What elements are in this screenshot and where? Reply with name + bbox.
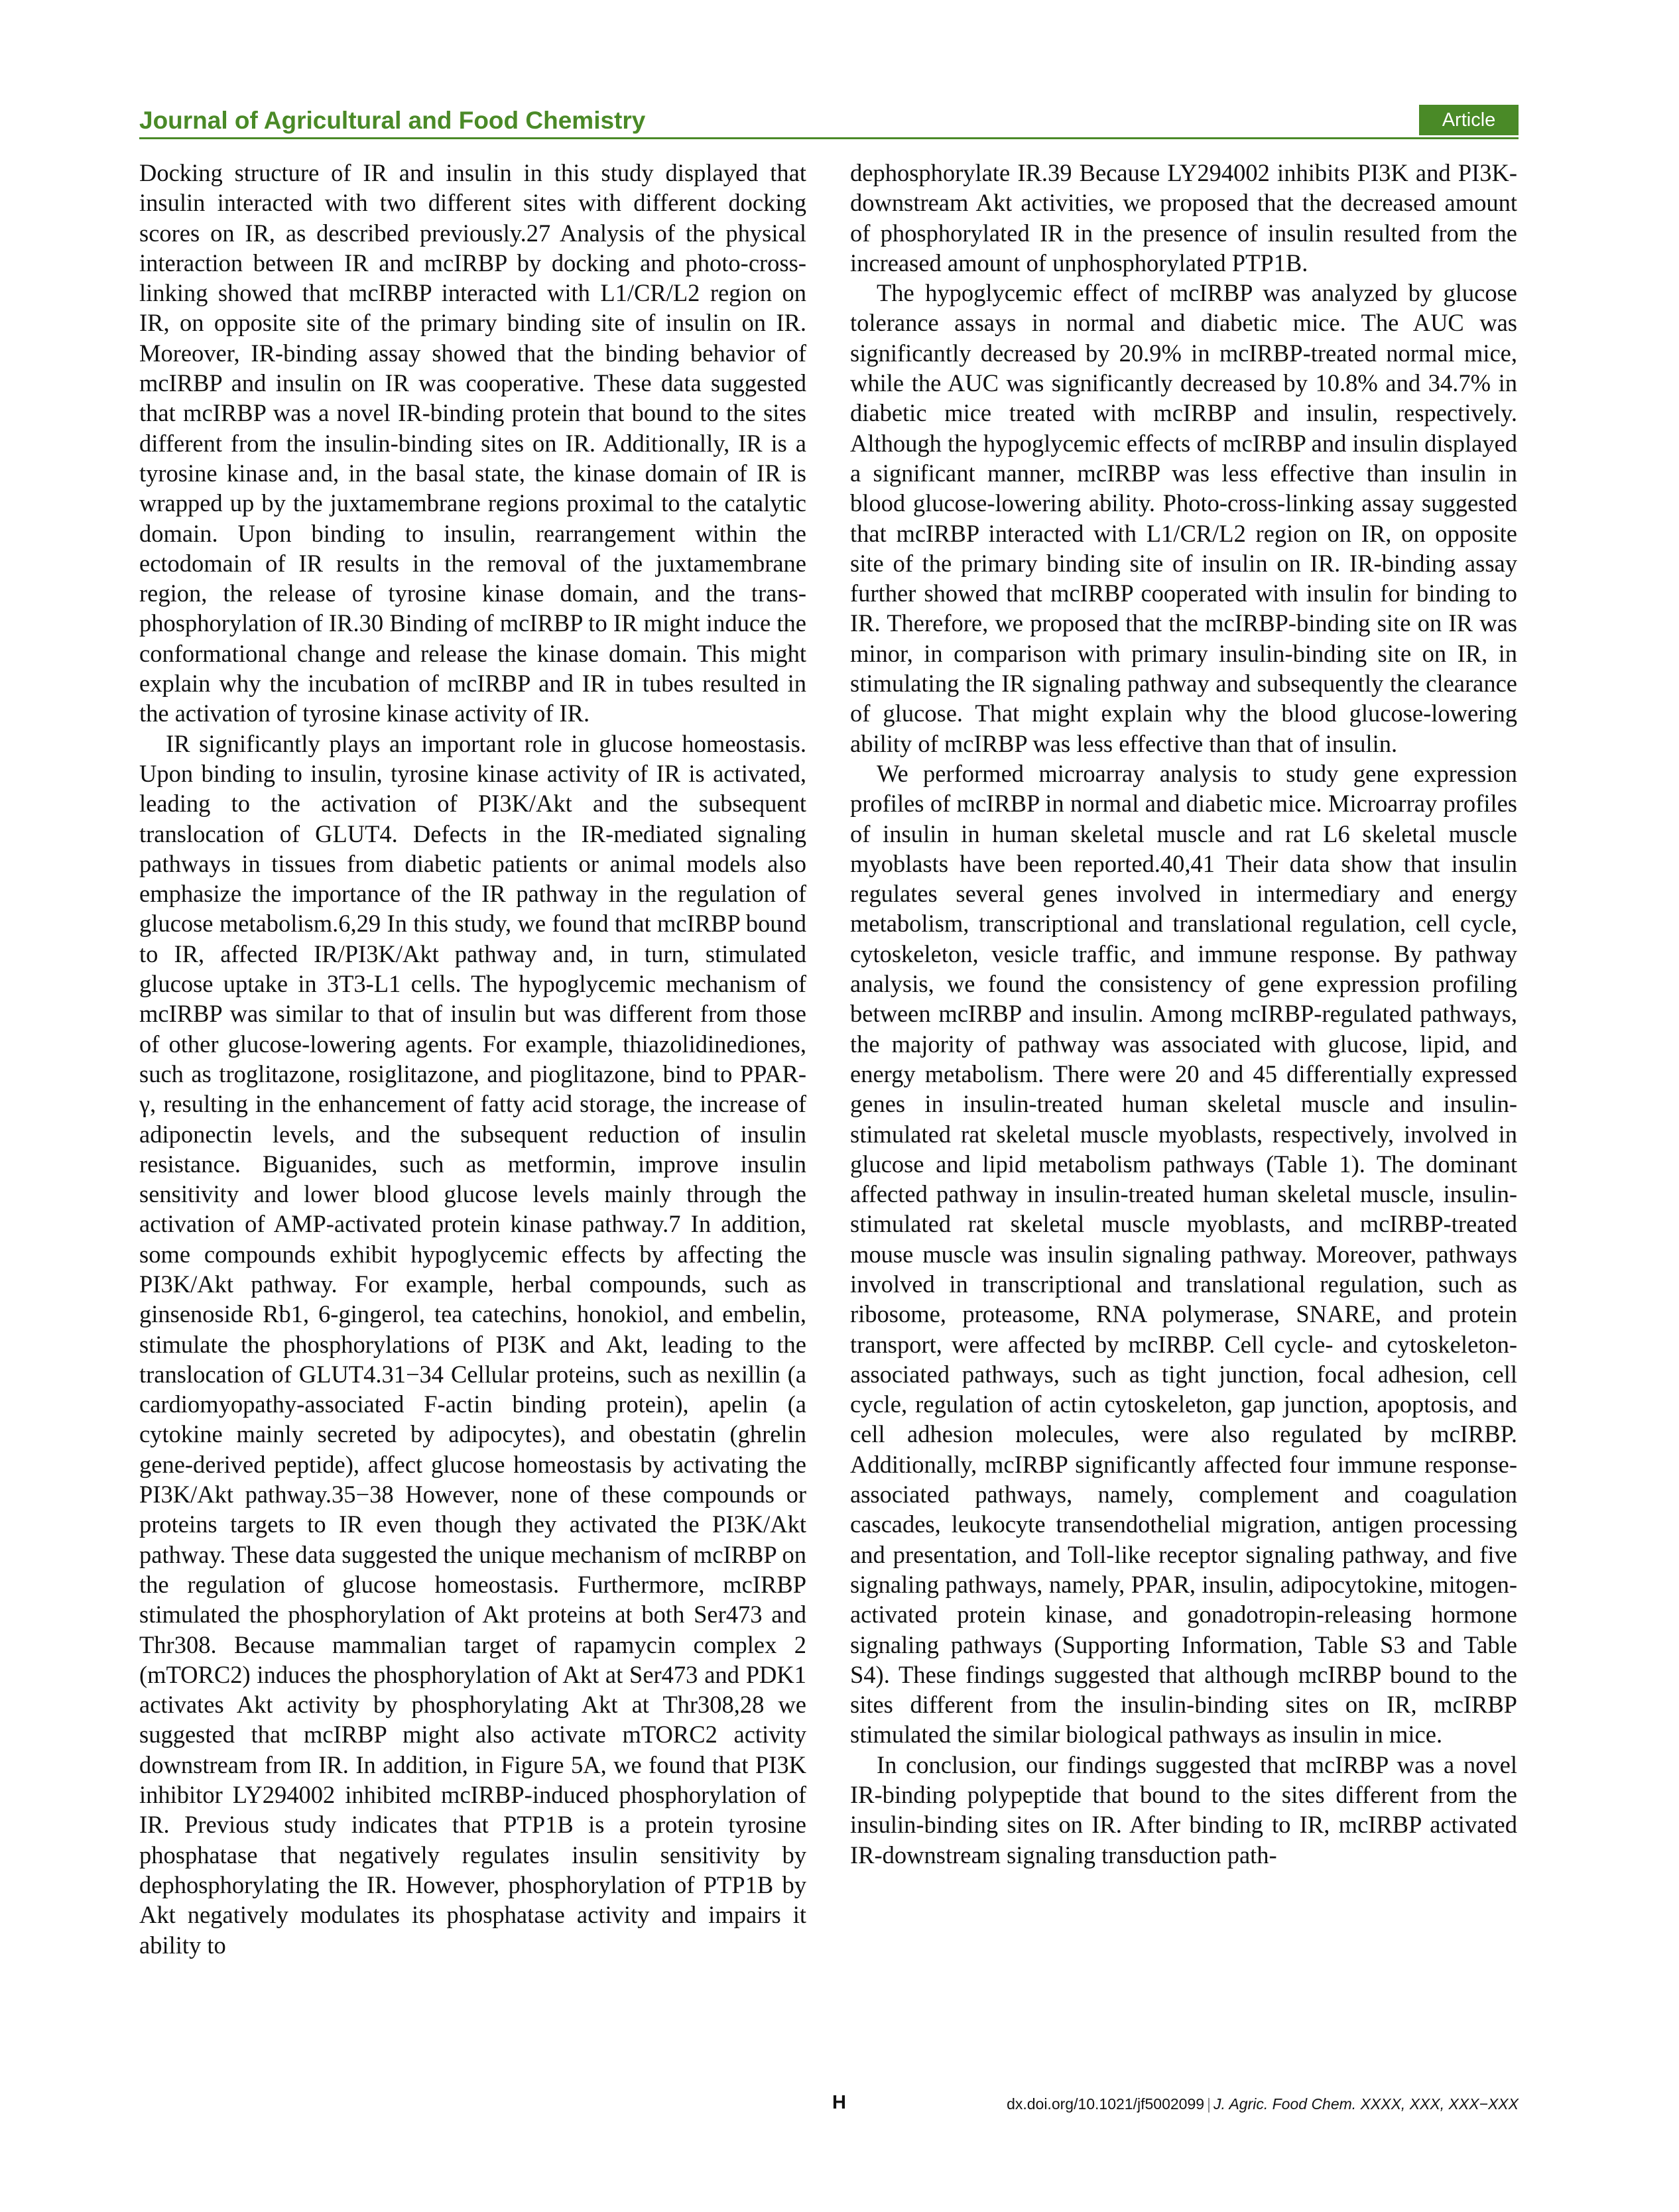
doi-link[interactable]: dx.doi.org/10.1021/jf5002099 bbox=[1007, 2095, 1205, 2113]
journal-title: Journal of Agricultural and Food Chemistry bbox=[139, 107, 646, 134]
body-paragraph: Docking structure of IR and insulin in this study displayed that insulin interacted with two different sites with different docking scores on IR, as described previously.27 Analysis of the physical interaction between IR and mcIRBP by docking and photo-cross-linking showed that mcIRBP interacted with L1/CR/L2 region on IR, on opposite site of the primary binding site of insulin on IR. Moreover, IR-binding assay showed that the binding behavior of mcIRBP and insulin on IR was cooperative. These data suggested that mcIRBP was a novel IR-binding protein that bound to the sites different from the insulin-binding sites on IR. Additionally, IR is a tyrosine kinase and, in the basal state, the kinase domain of IR is wrapped up by the juxtamembrane regions proximal to the catalytic domain. Upon binding to insulin, rearrangement within the ectodomain of IR results in the removal of the juxtamembrane region, the release of tyrosine kinase domain, and the trans-phosphorylation of IR.30 Binding of mcIRBP to IR might induce the conformational change and release the kinase domain. This might explain why the incubation of mcIRBP and IR in tubes resulted in the activation of tyrosine kinase activity of IR. bbox=[139, 159, 806, 727]
right-column bbox=[850, 158, 1517, 2028]
footer-citation bbox=[1007, 2095, 1519, 2113]
journal-citation: J. Agric. Food Chem. XXXX, XXX, XXX−XXX bbox=[1213, 2095, 1519, 2113]
body-paragraph: We performed microarray analysis to study gene expression profiles of mcIRBP in normal and diabetic mice. Microarray profiles of insulin in human skeletal muscle and rat L6 skeletal muscle myoblasts have been reported.40,41 Their data show that insulin regulates several genes involved in intermediary and energy metabolism, transcriptional and translational regulation, cell cycle, cytoskeleton, vesicle traffic, and immune response. By pathway analysis, we found the consistency of gene expression profiling between mcIRBP and insulin. Among mcIRBP-regulated pathways, the majority of pathway was associated with glucose, lipid, and energy metabolism. There were 20 and 45 differentially expressed genes in insulin-treated human skeletal muscle and insulin-stimulated rat skeletal muscle myoblasts, respectively, involved in glucose and lipid metabolism pathways (Table 1). The dominant affected pathway in insulin-treated human skeletal muscle, insulin-stimulated rat skeletal muscle myoblasts, and mcIRBP-treated mouse muscle was insulin signaling pathway. Moreover, pathways involved in transcriptional and translational regulation, such as ribosome, proteasome, RNA polymerase, SNARE, and protein transport, were affected by mcIRBP. Cell cycle- and cytoskeleton-associated pathways, such as tight junction, focal adhesion, cell cycle, regulation of actin cytoskeleton, gap junction, apoptosis, and cell adhesion molecules, were also regulated by mcIRBP. Additionally, mcIRBP significantly affected four immune response-associated pathways, namely, complement and coagulation cascades, leukocyte transendothelial migration, antigen processing and presentation, and Toll-like receptor signaling pathway, and five signaling pathways, namely, PPAR, insulin, adipocytokine, mitogen-activated protein kinase, and gonadotropin-releasing hormone signaling pathways (Supporting Information, Table S3 and Table S4). These findings suggested that although mcIRBP bound to the sites different from the insulin-binding sites on IR, mcIRBP stimulated the similar biological pathways as insulin in mice. bbox=[850, 759, 1517, 1749]
body-paragraph: The hypoglycemic effect of mcIRBP was analyzed by glucose tolerance assays in normal and diabetic mice. The AUC was significantly decreased by 20.9% in mcIRBP-treated normal mice, while the AUC was significantly decreased by 10.8% and 34.7% in diabetic mice treated with mcIRBP and insulin, respectively. Although the hypoglycemic effects of mcIRBP and insulin displayed a significant manner, mcIRBP was less effective than insulin in blood glucose-lowering ability. Photo-cross-linking assay suggested that mcIRBP interacted with L1/CR/L2 region on IR, on opposite site of the primary binding site of insulin on IR. IR-binding assay further showed that mcIRBP cooperated with insulin for binding to IR. Therefore, we proposed that the mcIRBP-binding site on IR was minor, in comparison with primary insulin-binding site on IR, in stimulating the IR signaling pathway and subsequently the clearance of glucose. That might explain why the blood glucose-lowering ability of mcIRBP was less effective than that of insulin. bbox=[850, 279, 1517, 757]
footer-separator: | bbox=[1207, 2095, 1212, 2113]
left-column bbox=[139, 158, 806, 2028]
running-header bbox=[139, 103, 1519, 138]
body-paragraph: IR significantly plays an important role in glucose homeostasis. Upon binding to insulin, tyrosine kinase activity of IR is activated, leading to the activation of PI3K/Akt and the subsequent translocation of GLUT4. Defects in the IR-mediated signaling pathways in tissues from diabetic patients or animal models also emphasize the importance of the IR pathway in the regulation of glucose metabolism.6,29 In this study, we found that mcIRBP bound to IR, affected IR/PI3K/Akt pathway and, in turn, stimulated glucose uptake in 3T3-L1 cells. The hypoglycemic mechanism of mcIRBP was similar to that of insulin but was different from those of other glucose-lowering agents. For example, thiazolidinediones, such as troglitazone, rosiglitazone, and pioglitazone, bind to PPAR-γ, resulting in the enhancement of fatty acid storage, the increase of adiponectin levels, and the subsequent reduction of insulin resistance. Biguanides, such as metformin, improve insulin sensitivity and lower blood glucose levels mainly through the activation of AMP-activated protein kinase pathway.7 In addition, some compounds exhibit hypoglycemic effects by affecting the PI3K/Akt pathway. For example, herbal compounds, such as ginsenoside Rb1, 6-gingerol, tea catechins, honokiol, and embelin, stimulate the phosphorylations of PI3K and Akt, leading to the translocation of GLUT4.31−34 Cellular proteins, such as nexillin (a cardiomyopathy-associated F-actin binding protein), apelin (a cytokine mainly secreted by adipocytes), and obestatin (ghrelin gene-derived peptide), affect glucose homeostasis by activating the PI3K/Akt pathway.35−38 However, none of these compounds or proteins targets to IR even though they activated the PI3K/Akt pathway. These data suggested the unique mechanism of mcIRBP on the regulation of glucose homeostasis. Furthermore, mcIRBP stimulated the phosphorylation of Akt proteins at both Ser473 and Thr308. Because mammalian target of rapamycin complex 2 (mTORC2) induces the phosphorylation of Akt at Ser473 and PDK1 activates Akt activity by phosphorylating Akt at Thr308,28 we suggested that mcIRBP might also activate mTORC2 activity downstream from IR. In addition, in Figure 5A, we found that PI3K inhibitor LY294002 inhibited mcIRBP-induced phosphorylation of IR. Previous study indicates that PTP1B is a protein tyrosine phosphatase that negatively regulates insulin sensitivity by dephosphorylating the IR. However, phosphorylation of PTP1B by Akt negatively modulates its phosphatase activity and impairs it ability to bbox=[139, 729, 806, 1959]
header-rule bbox=[139, 137, 1519, 139]
page-number: H bbox=[832, 2092, 846, 2113]
body-paragraph: In conclusion, our findings suggested that mcIRBP was a novel IR-binding polypeptide that bound to the sites different from the insulin-binding sites on IR. After binding to IR, mcIRBP activated IR-downstream signaling transduction path- bbox=[850, 1751, 1517, 1869]
article-type-badge: Article bbox=[1419, 105, 1519, 135]
body-paragraph: dephosphorylate IR.39 Because LY294002 inhibits PI3K and PI3K-downstream Akt activities, we proposed that the decreased amount of phosphorylated IR in the presence of insulin resulted from the increased amount of unphosphorylated PTP1B. bbox=[850, 159, 1517, 276]
